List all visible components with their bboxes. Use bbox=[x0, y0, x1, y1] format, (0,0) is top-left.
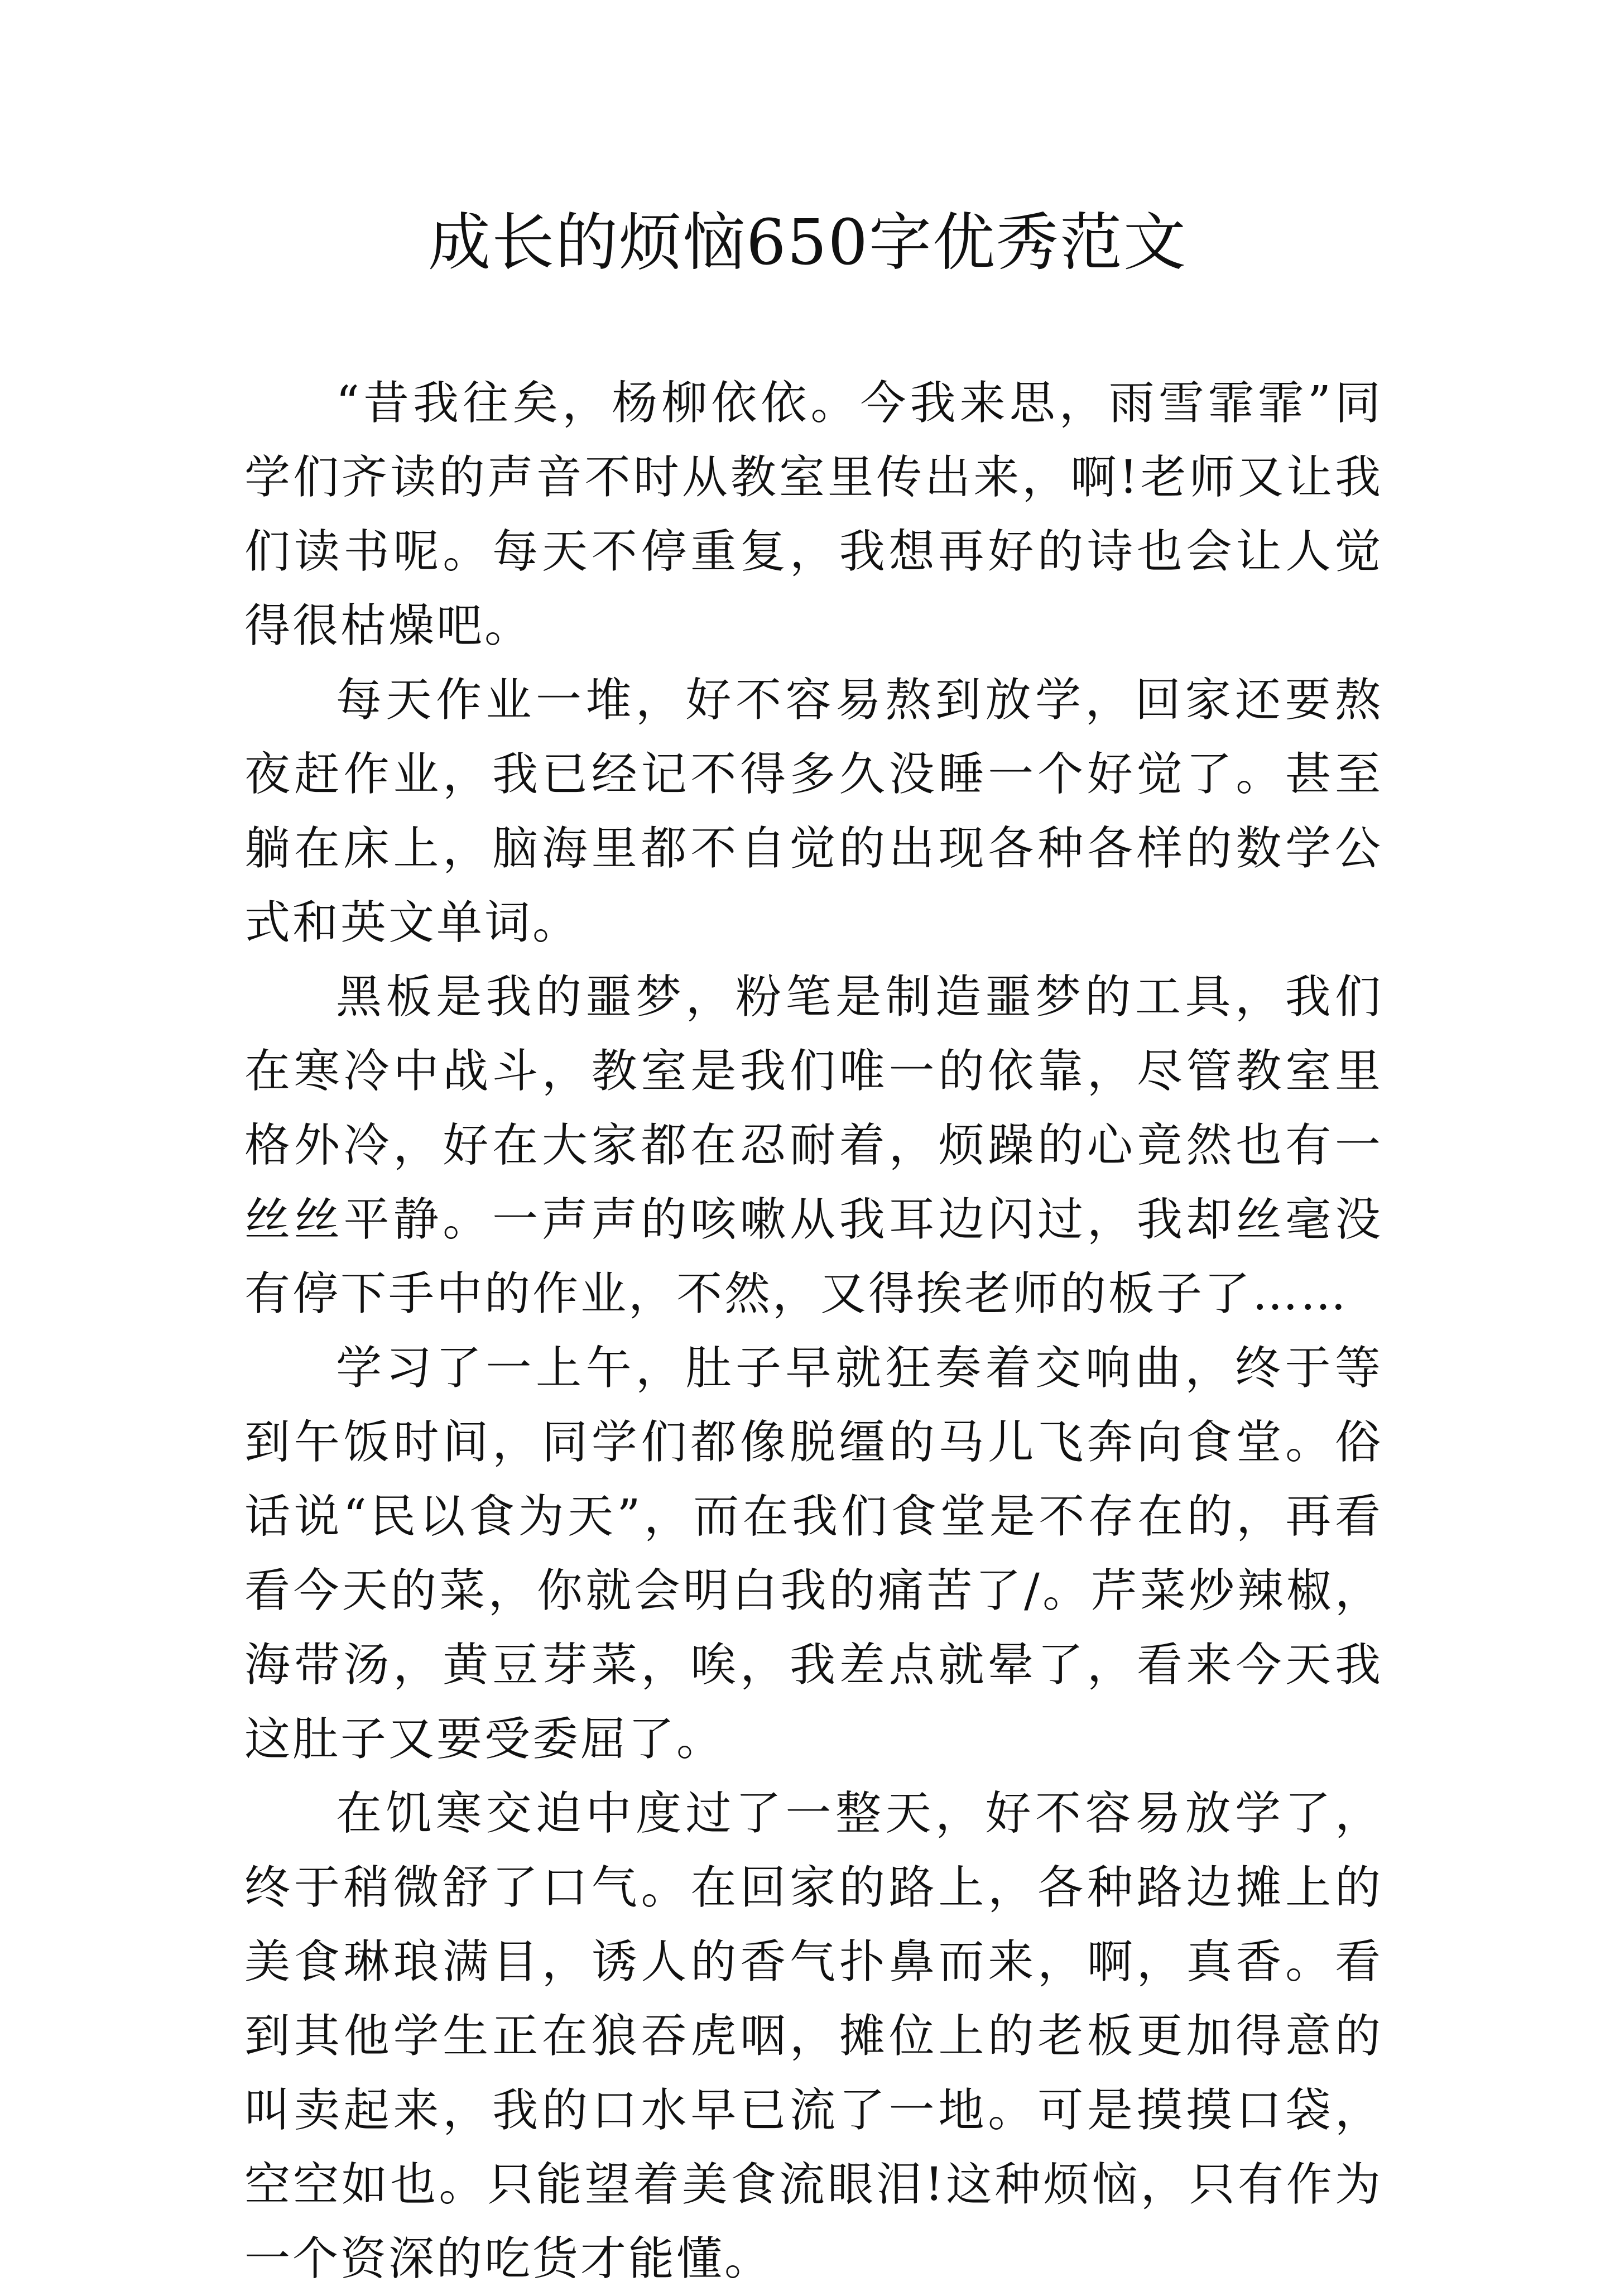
paragraph: 学习了一上午，肚子早就狂奏着交响曲，终于等到午饭时间，同学们都像脱缰的马儿飞奔向食堂。俗话说“民以食为天”，而在我们食堂是不存在的，再看看今天的菜，你就会明白我的痛苦了/。芹菜炒辣椒，海带汤，黄豆芽菜，唉，我差点就晕了，看来今天我这肚子又要受委屈了。 bbox=[244, 1342, 1383, 1766]
paragraph: “昔我往矣，杨柳依依。今我来思，雨雪霏霏”同学们齐读的声音不时从教室里传出来，啊!老师又让我们读书呢。每天不停重复，我想再好的诗也会让人觉得很枯燥吧。 bbox=[244, 377, 1383, 652]
document-title: 成长的烦恼650字优秀范文 bbox=[428, 206, 1187, 279]
document-body bbox=[244, 366, 1383, 2296]
paragraph: 黑板是我的噩梦，粉笔是制造噩梦的工具，我们在寒冷中战斗，教室是我们唯一的依靠，尽管教室里格外冷，好在大家都在忍耐着，烦躁的心竟然也有一丝丝平静。一声声的咳嗽从我耳边闪过，我却丝毫没有停下手中的作业，不然，又得挨老师的板子了…… bbox=[244, 971, 1383, 1320]
paragraph: 每天作业一堆，好不容易熬到放学，回家还要熬夜赶作业，我已经记不得多久没睡一个好觉了。甚至躺在床上，脑海里都不自觉的出现各种各样的数学公式和英文单词。 bbox=[244, 674, 1383, 949]
paragraph: 在饥寒交迫中度过了一整天，好不容易放学了，终于稍微舒了口气。在回家的路上，各种路边摊上的美食琳琅满目，诱人的香气扑鼻而来，啊，真香。看到其他学生正在狼吞虎咽，摊位上的老板更加得意的叫卖起来，我的口水早已流了一地。可是摸摸口袋，空空如也。只能望着美食流眼泪!这种烦恼，只有作为一个资深的吃货才能懂。 bbox=[244, 1787, 1383, 2285]
